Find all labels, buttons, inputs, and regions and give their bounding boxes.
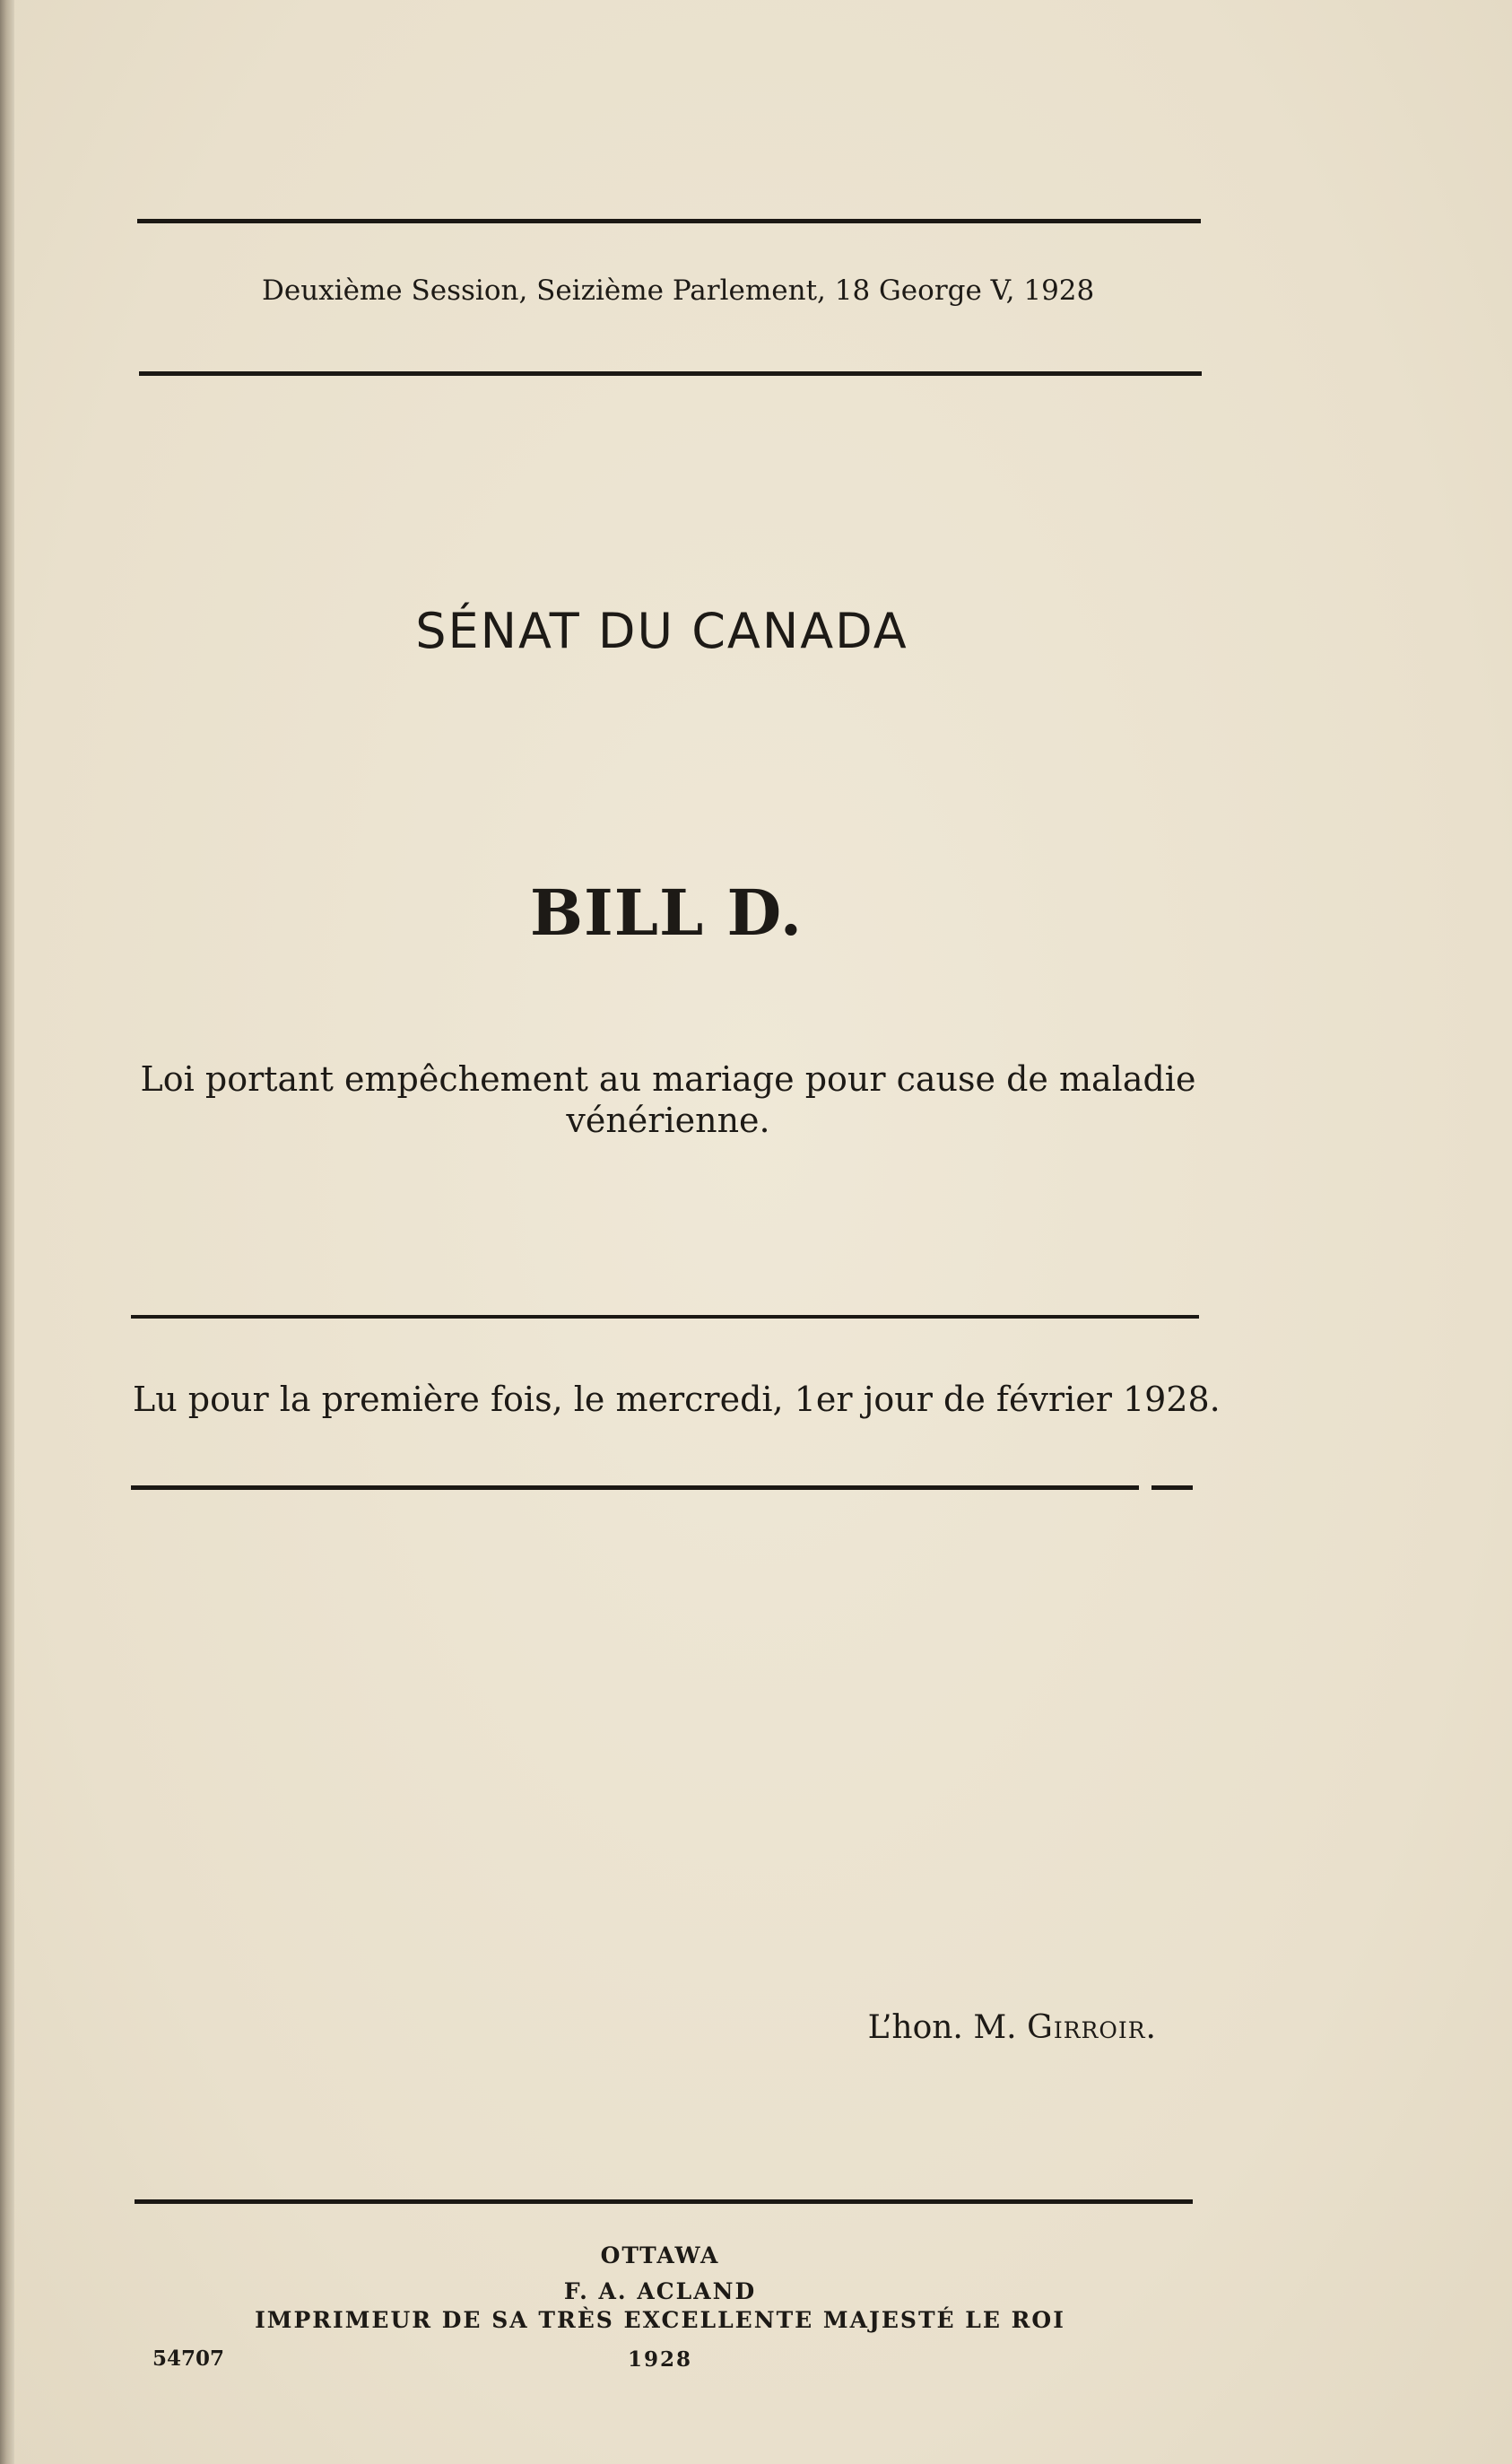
imprint-printer: F. A. ACLAND	[563, 2278, 757, 2304]
imprint-city: OTTAWA	[600, 2242, 720, 2268]
sponsor-name: Girroir.	[1027, 2009, 1157, 2046]
chamber-title: SÉNAT DU CANADA	[415, 603, 908, 659]
sponsor	[868, 2009, 1157, 2046]
binding-edge	[0, 0, 14, 2464]
sponsor-prefix: L’hon. M.	[867, 2009, 1028, 2046]
header-rule	[139, 371, 1202, 376]
top-rule	[137, 219, 1201, 223]
imprint-printer-title: IMPRIMEUR DE SA TRÈS EXCELLENTE MAJESTÉ LE ROI	[255, 2307, 1065, 2333]
first-reading-note: Lu pour la première fois, le mercredi, 1er jour de février 1928.	[133, 1380, 1221, 1419]
imprint-rule	[135, 2199, 1193, 2204]
bill-long-title	[126, 1058, 1211, 1141]
document-number: 54707	[152, 2346, 225, 2371]
imprint-year: 1928	[627, 2347, 692, 2372]
reading-rule	[131, 1485, 1139, 1490]
session-header: Deuxième Session, Seizième Parlement, 18 George V, 1928	[262, 274, 1095, 307]
title-rule	[131, 1315, 1199, 1319]
bill-long-title-line2: vénérienne.	[566, 1101, 770, 1140]
bill-title: BILL D.	[529, 875, 804, 950]
bill-long-title-line1: Loi portant empêchement au mariage pour cause de maladie	[140, 1059, 1196, 1099]
reading-rule-tail	[1151, 1485, 1193, 1490]
